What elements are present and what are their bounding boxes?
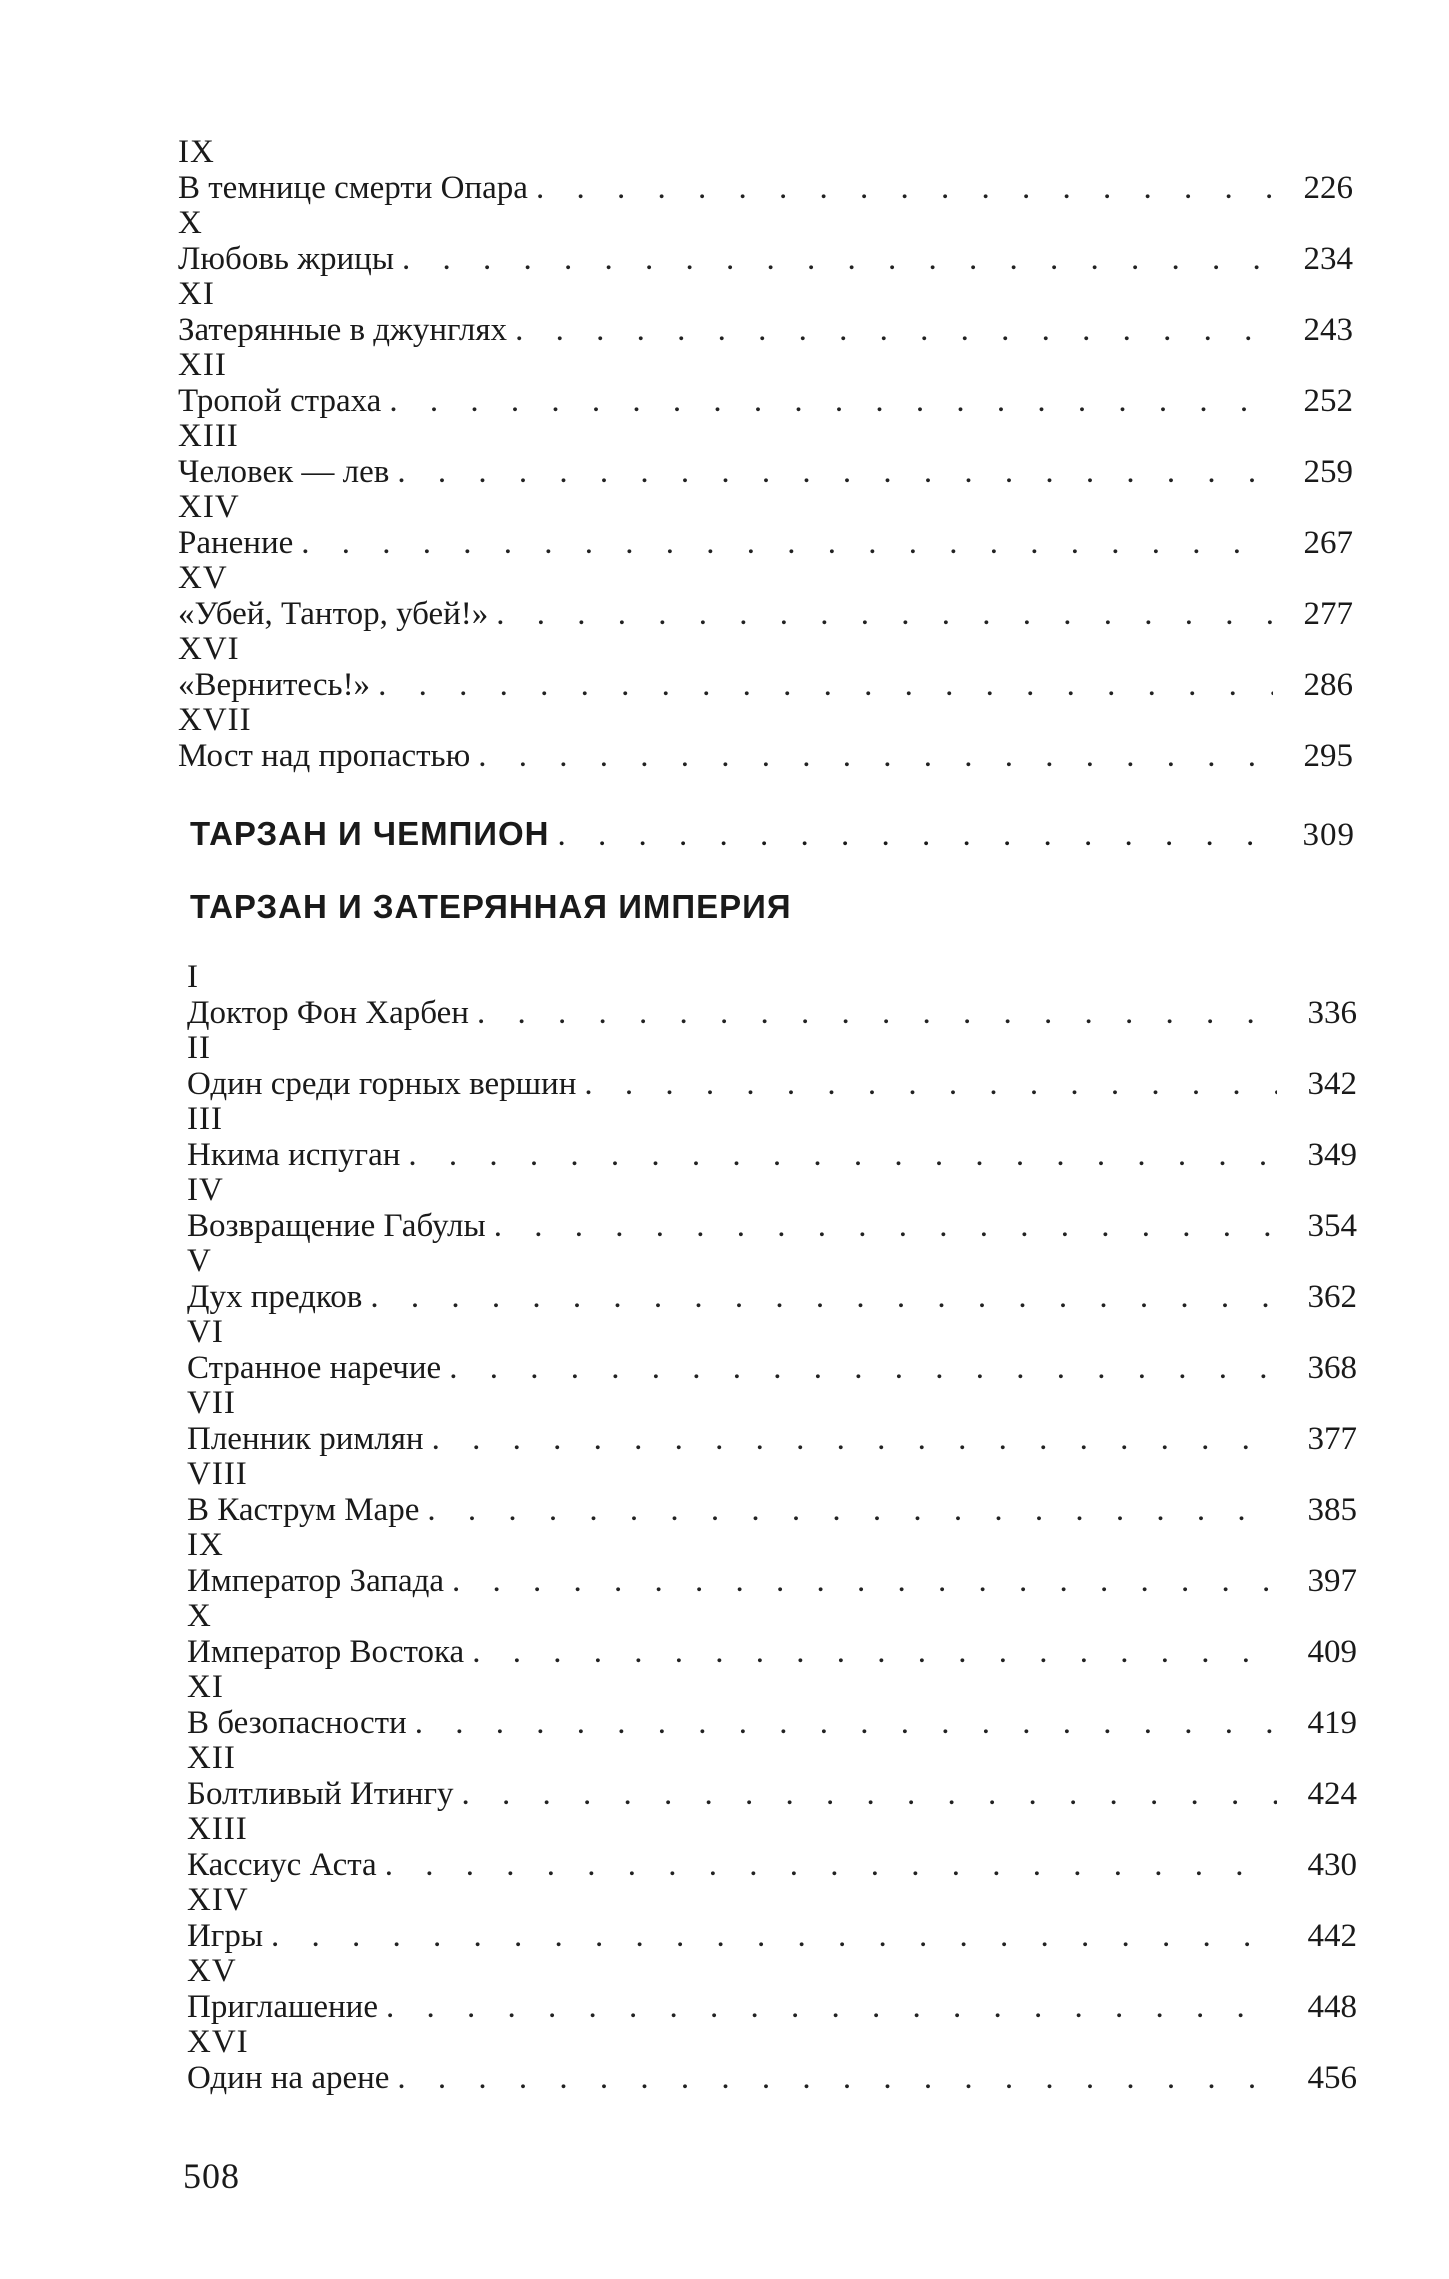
dot-leader bbox=[536, 170, 1273, 206]
chapter-page-number: 342 bbox=[1307, 1066, 1357, 1102]
chapter-numeral: XII bbox=[187, 1740, 236, 1776]
toc-entry bbox=[187, 1279, 1357, 1315]
chapter-page-number: 243 bbox=[1303, 312, 1353, 348]
toc-list-part1 bbox=[178, 135, 1353, 774]
chapter-numeral: XIII bbox=[178, 418, 239, 454]
chapter-title: Один среди горных вершин bbox=[187, 1066, 577, 1102]
chapter-title: Приглашение bbox=[187, 1989, 378, 2025]
toc-entry bbox=[187, 1492, 1357, 1528]
chapter-title: В безопасности bbox=[187, 1705, 407, 1741]
dot-leader bbox=[378, 667, 1273, 703]
chapter-title: Мост над пропастью bbox=[178, 738, 471, 774]
dot-leader bbox=[478, 738, 1273, 774]
chapter-title: В Каструм Маре bbox=[187, 1492, 420, 1528]
chapter-title: Нкима испуган bbox=[187, 1137, 401, 1173]
chapter-title: Тропой страха bbox=[178, 383, 382, 419]
chapter-numeral: I bbox=[187, 959, 199, 995]
section-page-number: 309 bbox=[1302, 817, 1355, 853]
toc-entry bbox=[187, 1705, 1357, 1741]
dot-leader bbox=[402, 241, 1273, 277]
chapter-page-number: 385 bbox=[1307, 1492, 1357, 1528]
toc-entry bbox=[187, 1634, 1357, 1670]
dot-leader bbox=[461, 1776, 1277, 1812]
toc-entry bbox=[178, 312, 1353, 348]
chapter-title: Дух предков bbox=[187, 1279, 363, 1315]
chapter-page-number: 277 bbox=[1303, 596, 1353, 632]
chapter-numeral: VIII bbox=[187, 1456, 248, 1492]
toc-entry bbox=[178, 738, 1353, 774]
section-heading-empire bbox=[190, 888, 1355, 926]
dot-leader bbox=[477, 995, 1277, 1031]
section-title: ТАРЗАН И ЗАТЕРЯННАЯ ИМПЕРИЯ bbox=[190, 888, 792, 925]
chapter-title: Один на арене bbox=[187, 2060, 390, 2096]
section-title: ТАРЗАН И ЧЕМПИОН bbox=[190, 815, 550, 852]
dot-leader bbox=[386, 1989, 1277, 2025]
chapter-numeral: XVI bbox=[187, 2024, 249, 2060]
chapter-title: Император Востока bbox=[187, 1634, 465, 1670]
chapter-page-number: 252 bbox=[1303, 383, 1353, 419]
chapter-numeral: XIII bbox=[187, 1811, 248, 1847]
toc-entry bbox=[178, 525, 1353, 561]
chapter-numeral: X bbox=[178, 205, 203, 241]
chapter-title: Странное наречие bbox=[187, 1350, 442, 1386]
dot-leader bbox=[427, 1492, 1277, 1528]
toc-entry bbox=[187, 1421, 1357, 1457]
chapter-title: Человек — лев bbox=[178, 454, 390, 490]
chapter-numeral: V bbox=[187, 1243, 212, 1279]
chapter-page-number: 336 bbox=[1307, 995, 1357, 1031]
chapter-page-number: 419 bbox=[1307, 1705, 1357, 1741]
toc-entry bbox=[187, 1776, 1357, 1812]
chapter-numeral: XI bbox=[187, 1669, 224, 1705]
chapter-numeral: VII bbox=[187, 1385, 236, 1421]
chapter-page-number: 377 bbox=[1307, 1421, 1357, 1457]
chapter-page-number: 267 bbox=[1303, 525, 1353, 561]
dot-leader bbox=[271, 1918, 1277, 1954]
dot-leader bbox=[449, 1350, 1277, 1386]
chapter-page-number: 409 bbox=[1307, 1634, 1357, 1670]
toc-entry bbox=[178, 596, 1353, 632]
chapter-numeral: XI bbox=[178, 276, 215, 312]
chapter-numeral: X bbox=[187, 1598, 212, 1634]
chapter-page-number: 362 bbox=[1307, 1279, 1357, 1315]
chapter-numeral: XIV bbox=[178, 489, 240, 525]
dot-leader bbox=[389, 383, 1273, 419]
chapter-title: В темнице смерти Опара bbox=[178, 170, 528, 206]
chapter-title: «Убей, Тантор, убей!» bbox=[178, 596, 489, 632]
chapter-title: Император Запада bbox=[187, 1563, 445, 1599]
page-number: 508 bbox=[183, 2156, 240, 2196]
toc-entry bbox=[187, 1066, 1357, 1102]
chapter-page-number: 226 bbox=[1303, 170, 1353, 206]
chapter-page-number: 295 bbox=[1303, 738, 1353, 774]
dot-leader bbox=[397, 454, 1273, 490]
chapter-page-number: 354 bbox=[1307, 1208, 1357, 1244]
toc-entry bbox=[178, 454, 1353, 490]
dot-leader bbox=[452, 1563, 1277, 1599]
toc-entry bbox=[187, 1208, 1357, 1244]
toc-entry bbox=[178, 383, 1353, 419]
toc-entry bbox=[187, 1918, 1357, 1954]
dot-leader bbox=[408, 1137, 1277, 1173]
chapter-title: Игры bbox=[187, 1918, 264, 1954]
chapter-title: Ранение bbox=[178, 525, 294, 561]
chapter-numeral: IV bbox=[187, 1172, 224, 1208]
dot-leader bbox=[494, 1208, 1277, 1244]
toc-entry bbox=[178, 241, 1353, 277]
toc-entry bbox=[178, 667, 1353, 703]
chapter-numeral: XII bbox=[178, 347, 227, 383]
dot-leader bbox=[515, 312, 1273, 348]
dot-leader bbox=[415, 1705, 1277, 1741]
chapter-numeral: III bbox=[187, 1101, 223, 1137]
chapter-page-number: 448 bbox=[1307, 1989, 1357, 2025]
chapter-title: Пленник римлян bbox=[187, 1421, 424, 1457]
toc-entry bbox=[178, 170, 1353, 206]
chapter-title: Затерянные в джунглях bbox=[178, 312, 508, 348]
chapter-page-number: 430 bbox=[1307, 1847, 1357, 1883]
chapter-page-number: 286 bbox=[1303, 667, 1353, 703]
chapter-numeral: IX bbox=[187, 1527, 224, 1563]
dot-leader bbox=[558, 817, 1275, 854]
chapter-numeral: IX bbox=[178, 134, 215, 170]
chapter-page-number: 456 bbox=[1307, 2060, 1357, 2096]
chapter-numeral: XIV bbox=[187, 1882, 249, 1918]
chapter-page-number: 424 bbox=[1307, 1776, 1357, 1812]
chapter-numeral: XV bbox=[187, 1953, 237, 1989]
chapter-title: «Вернитесь!» bbox=[178, 667, 371, 703]
chapter-numeral: II bbox=[187, 1030, 211, 1066]
chapter-title: Любовь жрицы bbox=[178, 241, 394, 277]
chapter-title: Болтливый Итингу bbox=[187, 1776, 454, 1812]
section-heading-champion bbox=[190, 815, 1355, 854]
dot-leader bbox=[301, 525, 1273, 561]
chapter-numeral: XV bbox=[178, 560, 228, 596]
dot-leader bbox=[397, 2060, 1277, 2096]
chapter-numeral: VI bbox=[187, 1314, 224, 1350]
dot-leader bbox=[496, 596, 1273, 632]
toc-entry bbox=[187, 1563, 1357, 1599]
dot-leader bbox=[472, 1634, 1277, 1670]
chapter-title: Возвращение Габулы bbox=[187, 1208, 486, 1244]
toc-entry bbox=[187, 1847, 1357, 1883]
chapter-title: Доктор Фон Харбен bbox=[187, 995, 469, 1031]
toc-list-part2 bbox=[187, 960, 1357, 2096]
chapter-page-number: 442 bbox=[1307, 1918, 1357, 1954]
chapter-page-number: 397 bbox=[1307, 1563, 1357, 1599]
chapter-page-number: 368 bbox=[1307, 1350, 1357, 1386]
toc-entry bbox=[187, 995, 1357, 1031]
chapter-page-number: 234 bbox=[1303, 241, 1353, 277]
dot-leader bbox=[432, 1421, 1277, 1457]
toc-entry bbox=[187, 1989, 1357, 2025]
dot-leader bbox=[385, 1847, 1277, 1883]
chapter-page-number: 259 bbox=[1303, 454, 1353, 490]
toc-entry bbox=[187, 2060, 1357, 2096]
chapter-numeral: XVII bbox=[178, 702, 252, 738]
chapter-page-number: 349 bbox=[1307, 1137, 1357, 1173]
dot-leader bbox=[584, 1066, 1277, 1102]
chapter-numeral: XVI bbox=[178, 631, 240, 667]
dot-leader bbox=[370, 1279, 1277, 1315]
toc-entry bbox=[187, 1350, 1357, 1386]
chapter-title: Кассиус Аста bbox=[187, 1847, 377, 1883]
toc-entry bbox=[187, 1137, 1357, 1173]
